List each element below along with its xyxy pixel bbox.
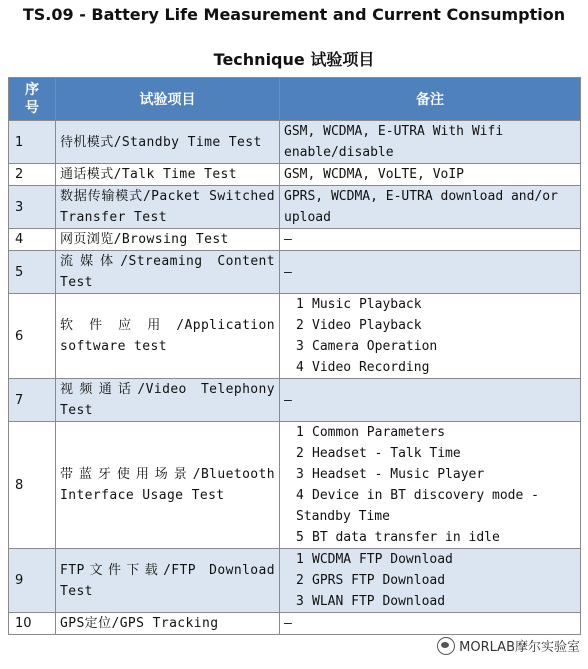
list-item-text: Device in BT discovery mode - Standby Time xyxy=(296,488,539,524)
list-item-text: BT data transfer in idle xyxy=(312,530,500,545)
table-row xyxy=(9,613,581,635)
cell-seq: 5 xyxy=(9,251,56,294)
cell-test-item: 带蓝牙使用场景/Bluetooth Interface Usage Test xyxy=(56,422,280,549)
document-subtitle: Technique 试验项目 xyxy=(213,50,375,69)
cell-seq: 10 xyxy=(9,613,56,635)
cell-seq: 4 xyxy=(9,229,56,251)
cell-test-item: 通话模式/Talk Time Test xyxy=(56,164,280,186)
note-list-item xyxy=(296,591,576,612)
table-row xyxy=(9,121,581,164)
cell-seq: 6 xyxy=(9,294,56,379)
list-item-number: 1 xyxy=(296,297,304,312)
note-list-item xyxy=(296,570,576,591)
list-item-text: Video Recording xyxy=(312,360,430,375)
list-item-number: 3 xyxy=(296,467,304,482)
cell-test-item: 数据传输模式/Packet Switched Transfer Test xyxy=(56,186,280,229)
table-row xyxy=(9,164,581,186)
note-list-item xyxy=(296,315,576,336)
cell-test-item: 流媒体/Streaming Content Test xyxy=(56,251,280,294)
table-row xyxy=(9,294,581,379)
table-row xyxy=(9,422,581,549)
cell-note xyxy=(280,549,581,613)
list-item-number: 3 xyxy=(296,339,304,354)
list-item-number: 5 xyxy=(296,530,304,545)
header-item: 试验项目 xyxy=(56,78,280,121)
table-header-row xyxy=(9,78,581,121)
cell-seq: 8 xyxy=(9,422,56,549)
test-items-table xyxy=(8,77,581,635)
note-list-item xyxy=(296,294,576,315)
cell-seq: 3 xyxy=(9,186,56,229)
note-list-item xyxy=(296,549,576,570)
list-item-text: WCDMA FTP Download xyxy=(312,552,453,567)
wechat-logo-icon xyxy=(437,637,455,655)
cell-test-item: 软件应用/Application software test xyxy=(56,294,280,379)
note-list-item xyxy=(296,443,576,464)
table-row xyxy=(9,549,581,613)
cell-test-item: 待机模式/Standby Time Test xyxy=(56,121,280,164)
list-item-text: Video Playback xyxy=(312,318,422,333)
cell-note: – xyxy=(280,251,581,294)
cell-note: – xyxy=(280,229,581,251)
watermark-text: MORLAB摩尔实验室 xyxy=(459,640,580,655)
list-item-number: 4 xyxy=(296,360,304,375)
header-seq: 序号 xyxy=(9,78,56,121)
document-title: TS.09 - Battery Life Measurement and Current Consumption xyxy=(22,5,566,24)
list-item-number: 2 xyxy=(296,573,304,588)
note-list-item xyxy=(296,422,576,443)
cell-note: GPRS, WCDMA, E-UTRA download and/or upload xyxy=(280,186,581,229)
list-item-number: 1 xyxy=(296,552,304,567)
list-item-text: Common Parameters xyxy=(312,425,446,440)
table-row xyxy=(9,186,581,229)
list-item-text: Camera Operation xyxy=(312,339,438,354)
table-row xyxy=(9,251,581,294)
note-list-item xyxy=(296,357,576,378)
cell-seq: 7 xyxy=(9,379,56,422)
note-list-item xyxy=(296,485,576,527)
note-list-item xyxy=(296,464,576,485)
list-item-number: 2 xyxy=(296,318,304,333)
cell-test-item: FTP文件下载/FTP Download Test xyxy=(56,549,280,613)
cell-note xyxy=(280,294,581,379)
header-note: 备注 xyxy=(280,78,581,121)
cell-test-item: 视频通话/Video Telephony Test xyxy=(56,379,280,422)
cell-note: – xyxy=(280,379,581,422)
list-item-number: 2 xyxy=(296,446,304,461)
list-item-text: Headset - Music Player xyxy=(312,467,485,482)
cell-note xyxy=(280,422,581,549)
list-item-text: WLAN FTP Download xyxy=(312,594,446,609)
cell-note: – xyxy=(280,613,581,635)
cell-test-item: GPS定位/GPS Tracking xyxy=(56,613,280,635)
list-item-text: Headset - Talk Time xyxy=(312,446,461,461)
cell-seq: 9 xyxy=(9,549,56,613)
table-row xyxy=(9,379,581,422)
table-row xyxy=(9,229,581,251)
cell-note: GSM, WCDMA, E-UTRA With Wifi enable/disable xyxy=(280,121,581,164)
list-item-number: 3 xyxy=(296,594,304,609)
list-item-text: Music Playback xyxy=(312,297,422,312)
list-item-text: GPRS FTP Download xyxy=(312,573,446,588)
list-item-number: 1 xyxy=(296,425,304,440)
cell-seq: 1 xyxy=(9,121,56,164)
cell-seq: 2 xyxy=(9,164,56,186)
note-list-item xyxy=(296,527,576,548)
list-item-number: 4 xyxy=(296,488,304,503)
cell-note: GSM, WCDMA, VoLTE, VoIP xyxy=(280,164,581,186)
cell-test-item: 网页浏览/Browsing Test xyxy=(56,229,280,251)
note-list-item xyxy=(296,336,576,357)
watermark xyxy=(437,636,580,655)
